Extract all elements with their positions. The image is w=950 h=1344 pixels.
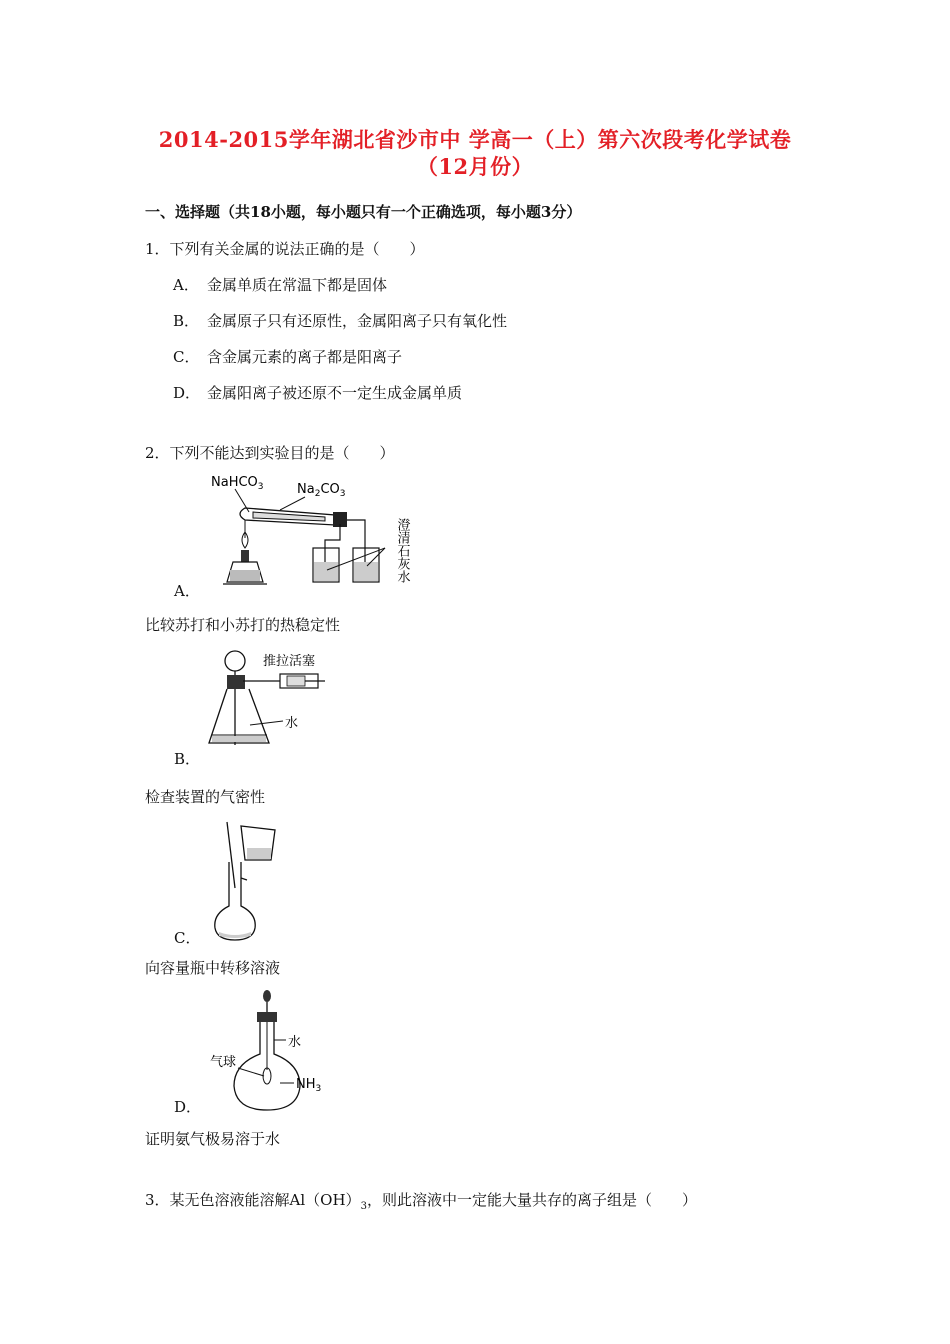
q2-option-c-letter: C． <box>174 929 201 947</box>
label-na2co3: $Na_2CO_3$ <box>297 482 346 499</box>
q2-option-a-caption: 比较苏打和小苏打的热稳定性 <box>145 616 341 634</box>
option-letter: A． <box>173 276 199 294</box>
q1-option-a <box>173 274 387 295</box>
page-subtitle: （12月份） <box>416 154 534 179</box>
option-letter: B． <box>173 312 200 330</box>
q2-option-d-caption: 证明氨气极易溶于水 <box>145 1130 281 1148</box>
q2-option-b-letter: B． <box>174 750 201 768</box>
label-water: 水 <box>288 1035 302 1050</box>
label-water: 水 <box>285 716 299 731</box>
label-nahco3: NaHCO$_3$ <box>211 475 264 492</box>
option-text: 含金属元素的离子都是阳离子 <box>207 348 403 366</box>
label-piston: 推拉活塞 <box>263 654 316 669</box>
option-text: 金属阳离子被还原不一定生成金属单质 <box>207 384 463 402</box>
q1-option-d <box>173 382 462 403</box>
page-title: 2014-2015学年湖北省沙市中 学高一（上）第六次段考化学试卷 <box>158 127 792 152</box>
q2-option-a-letter: A． <box>174 582 200 600</box>
option-letter: D． <box>173 384 201 402</box>
q2-option-b-caption: 检查装置的气密性 <box>145 788 266 806</box>
label-balloon: 气球 <box>210 1055 237 1070</box>
question-1-stem: 1．下列有关金属的说法正确的是（ ） <box>145 240 425 258</box>
question-3-stem <box>145 1189 697 1212</box>
figure-b-airtightness-apparatus <box>205 645 335 757</box>
q3-stem-part: ，则此溶液中一定能大量共存的离子组是（ ） <box>366 1191 697 1209</box>
figure-c-volumetric-flask <box>205 818 295 944</box>
q3-stem-part: 3．某无色溶液能溶解Al（OH） <box>145 1191 361 1209</box>
q2-option-d-letter: D． <box>174 1098 202 1116</box>
figure-a-heating-apparatus <box>205 470 420 595</box>
q1-option-b <box>173 310 507 331</box>
q2-option-c-caption: 向容量瓶中转移溶液 <box>145 959 281 977</box>
section-heading: 一、选择题（共18小题，每小题只有一个正确选项，每小题3分） <box>145 203 582 221</box>
option-text: 金属单质在常温下都是固体 <box>207 276 388 294</box>
option-letter: C． <box>173 348 200 366</box>
figure-d-ammonia-fountain <box>200 988 340 1114</box>
q3-subscript: 3 <box>360 1201 367 1212</box>
question-2-stem: 2．下列不能达到实验目的是（ ） <box>145 444 395 462</box>
label-nh3: $NH_3$ <box>296 1077 322 1094</box>
label-limewater: 澄清石灰水 <box>394 518 410 583</box>
q1-option-c <box>173 346 402 367</box>
option-text: 金属原子只有还原性，金属阳离子只有氧化性 <box>207 312 508 330</box>
